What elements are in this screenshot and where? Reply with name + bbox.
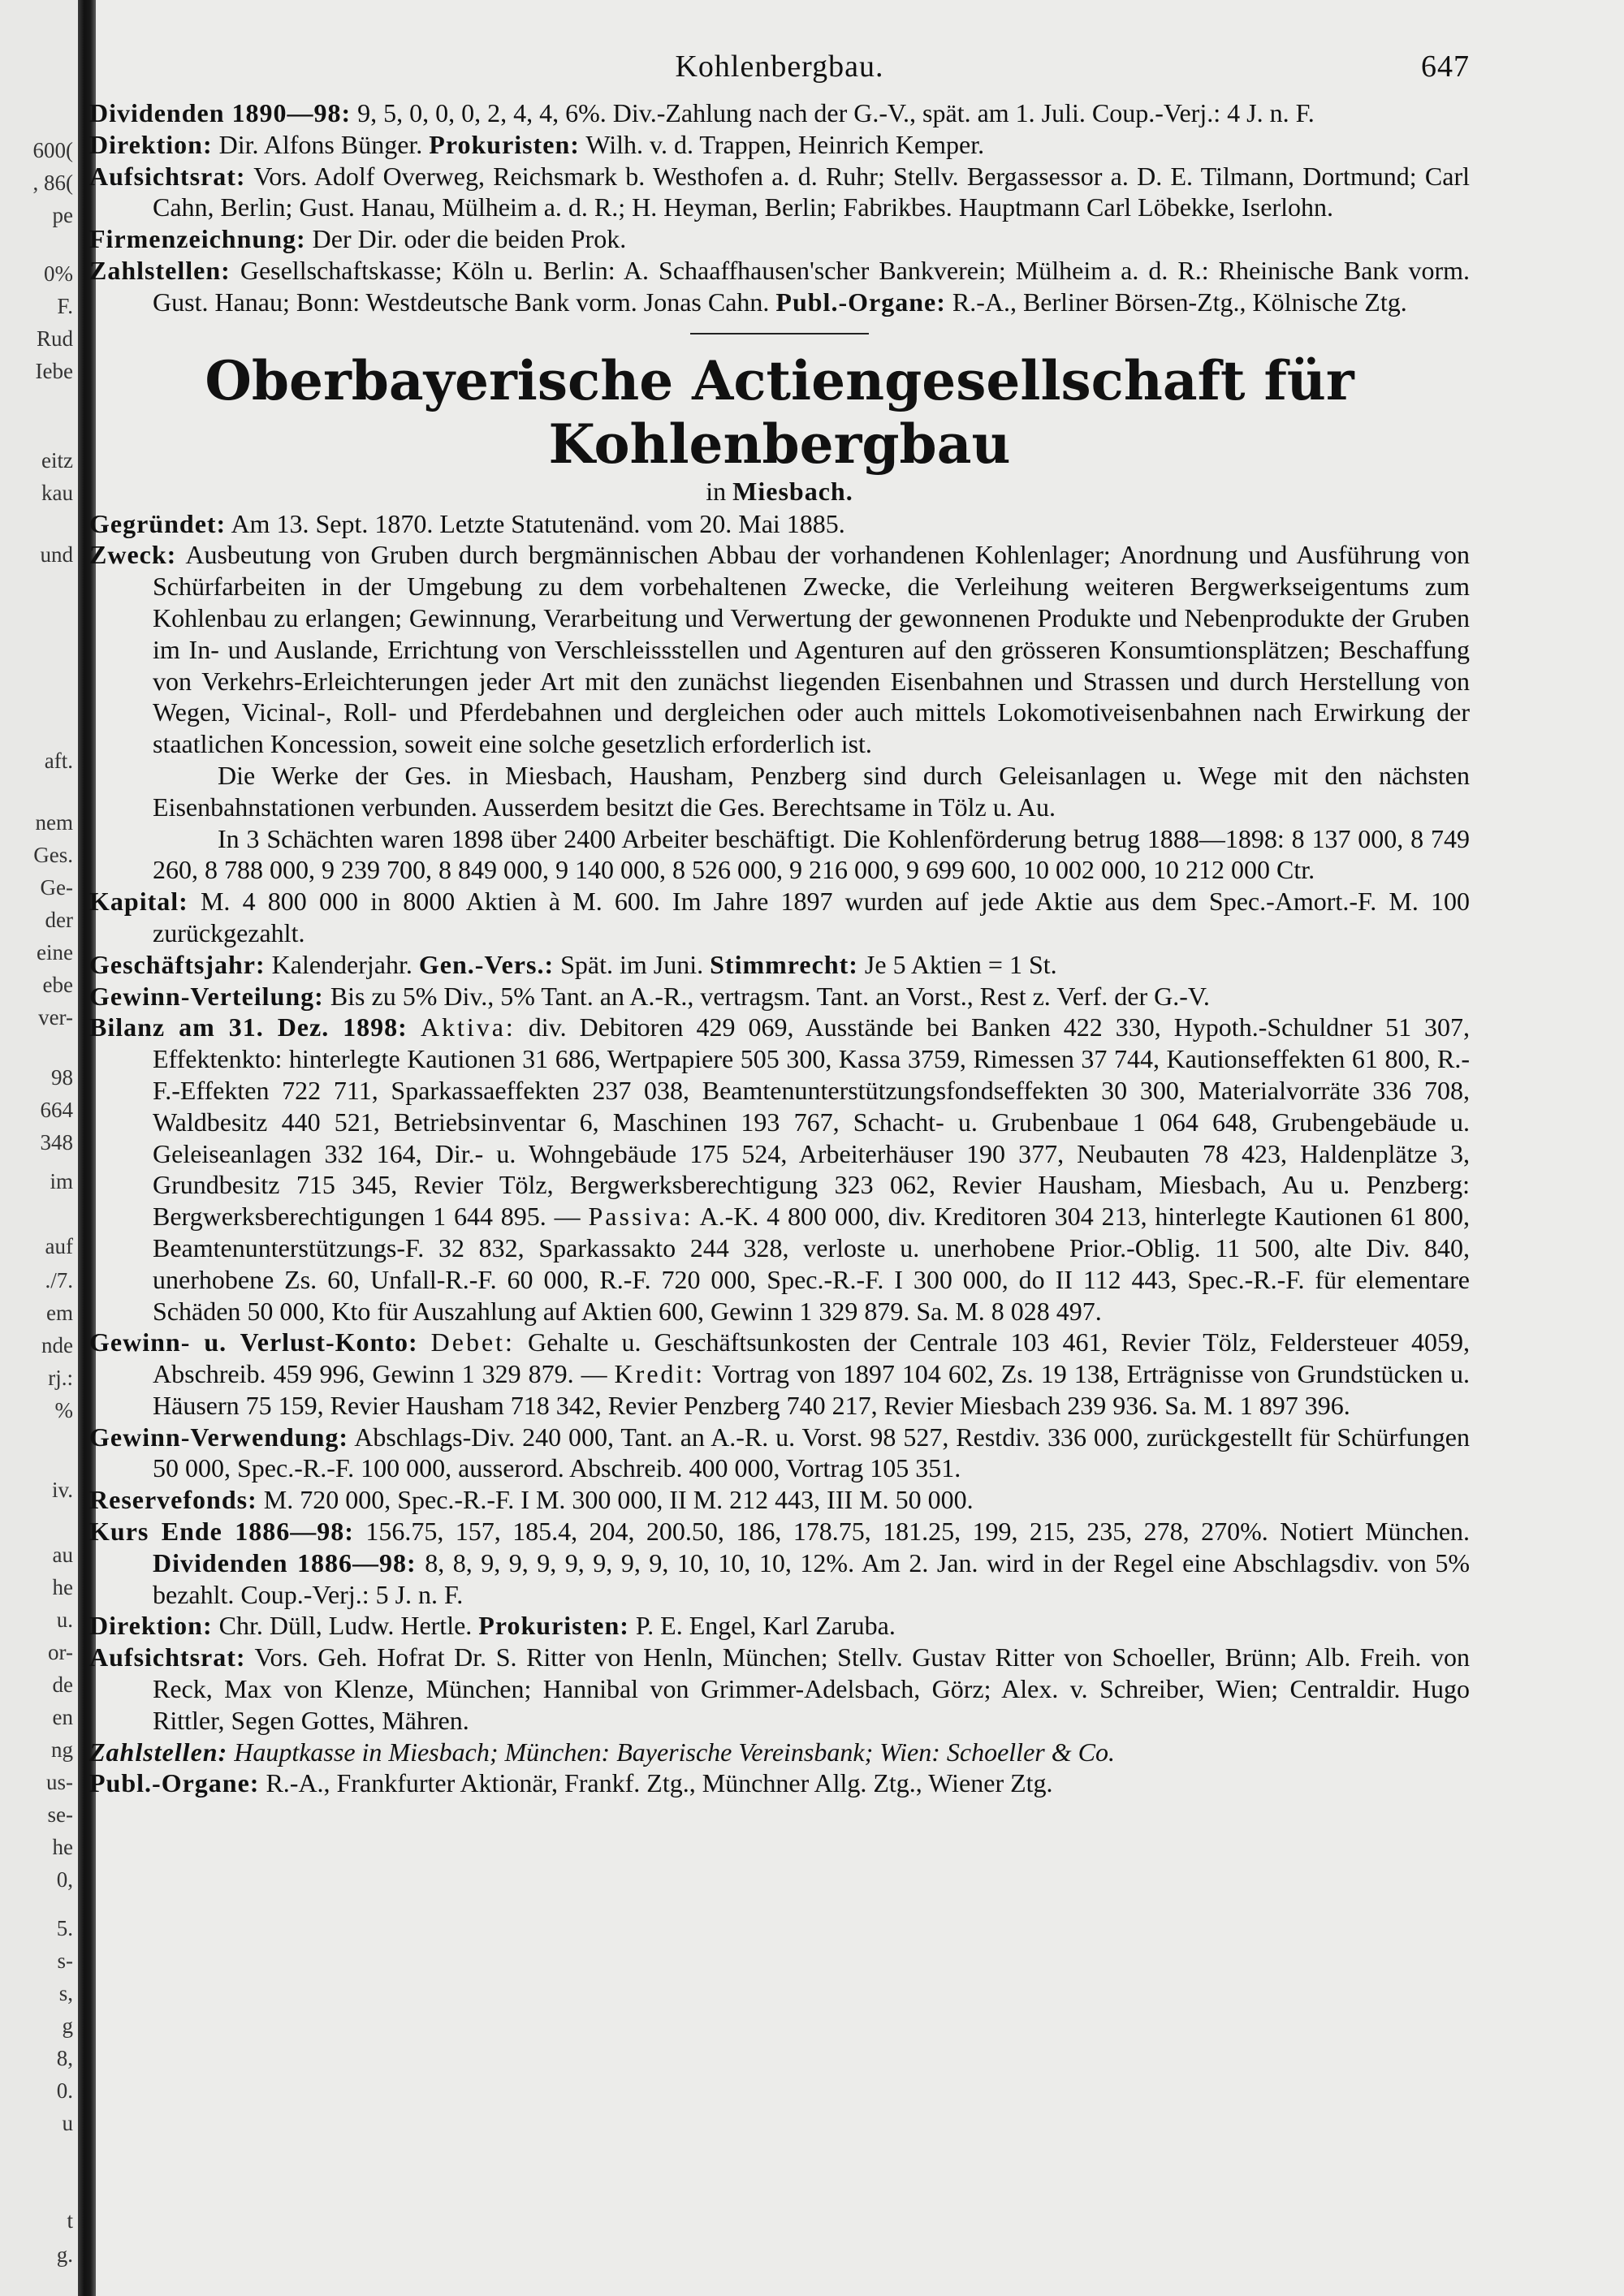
entry-key: Kapital: [89,887,188,917]
entry-aufsichtsrat [89,1642,1470,1736]
entry-text: Dir. Alfons Bünger. [218,129,423,159]
entry-text: In 3 Schächten waren 1898 über 2400 Arbeiter beschäftigt. Die Kohlenförderung betrug 1888—1898: 8 137 000, 8 749 260, 8 788 000, 9 239 700, 8 849 000, 9 140 000, 8 526 000, 9 216 000, 9 699 600, 10 002 000, 10 212 000 Ctr. [153,823,1470,885]
margin-fragment: Rud [36,326,73,351]
entry-text: R.-A., Berliner Börsen-Ztg., Kölnische Ztg. [952,287,1407,317]
entry-firmenzeichnung [89,223,1470,255]
margin-fragment: 8, [56,2046,73,2070]
entry-text: 8, 8, 9, 9, 9, 9, 9, 9, 9, 10, 10, 10, 12%. Am 2. Jan. wird in der Regel eine Abschlagsdiv. von 5% bezahlt. Coup.-Verj.: 5 J. n. F. [153,1547,1471,1609]
margin-fragment: au [52,1543,73,1567]
margin-fragment: F. [57,294,73,318]
passiva-label: Passiva: [588,1202,693,1232]
entry-key: Publ.-Organe: [775,287,946,317]
entry-key: Zahlstellen: [89,1737,228,1767]
margin-fragment: em [46,1301,73,1325]
margin-fragment: nem [35,810,73,835]
entry-key: Stimmrecht: [710,949,858,979]
entry-key: Publ.-Organe: [89,1768,260,1798]
entry-text: Vors. Geh. Hofrat Dr. S. Ritter von Henln, München; Stellv. Gustav Ritter von Schoeller, Brünn; Alb. Freih. von Reck, Max von Klenze, München; Hannibal von Grimmer-Adelsbach, Görz; Alex. v. Schreiber, Wien; Centraldir. Hugo Rittler, Segen Gottes, Mähren. [153,1642,1471,1735]
entry-text: Chr. Düll, Ludw. Hertle. [218,1611,473,1641]
entry-key: Dividenden 1890—98: [89,98,352,127]
entry-key: Zahlstellen: [89,255,231,285]
page-content [89,49,1470,1799]
entry-text: R.-A., Frankfurter Aktionär, Frankf. Ztg., Münchner Allg. Ztg., Wiener Ztg. [266,1768,1053,1798]
page-number: 647 [1421,50,1470,84]
entry-direktion [89,1610,1470,1642]
margin-fragment: ebe [42,973,73,997]
margin-fragment: Ge- [40,875,73,900]
entry-dividenden [89,97,1470,129]
location-name: Miesbach. [732,476,853,506]
margin-fragment: ./7. [45,1268,73,1293]
entry-gegruendet [89,508,1470,540]
entry-geschaeftsjahr [89,949,1470,981]
entry-schaechte [89,823,1470,887]
entry-zahlstellen [89,255,1470,318]
entry-text: Der Dir. oder die beiden Prok. [312,224,627,254]
margin-fragment: aft. [44,749,73,773]
entry-key: Gewinn-Verteilung: [89,981,324,1011]
entry-text: Vors. Adolf Overweg, Reichsmark b. Westhofen a. d. Ruhr; Stellv. Bergassessor a. D. E. Tilmann, Dortmund; Carl Cahn, Berlin; Gust. Hanau, Mülheim a. d. R.; H. Heyman, Berlin; Fabrikbes. Hauptmann Carl Löbekke, Iserlohn. [153,161,1471,222]
entry-text: Vortrag von 1897 104 602, Zs. 19 138, Erträgnisse von Grundstücken u. Häusern 75 159, Revier Hausham 718 342, Revier Penzberg 740 217, Revier Miesbach 239 936. Sa. M. 1 897 396. [153,1359,1471,1420]
margin-fragment: iv. [52,1478,73,1502]
entry-key: Gewinn- u. Verlust-Konto: [89,1327,418,1357]
entry-key: Aufsichtsrat: [89,161,246,191]
entry-key: Firmenzeichnung: [89,224,306,254]
entry-key: Bilanz am 31. Dez. 1898: [89,1012,408,1042]
entry-aufsichtsrat [89,161,1470,224]
margin-fragment: kau [41,481,73,505]
margin-fragment: eine [37,940,73,965]
entry-text: P. E. Engel, Karl Zaruba. [635,1611,896,1641]
entry-werke [89,760,1470,823]
entry-text: A.-K. 4 800 000, div. Kreditoren 304 213, hinterlegte Kautionen 61 800, Beamtenunterstützungs-F. 32 832, Sparkassakto 244 328, verloste u. unerhobene Prior.-Oblig. 11 500, alte Div. 840, unerhobene Zs. 60, Unfall-R.-F. 60 000, R.-F. 720 000, Spec.-R.-F. I 300 000, do II 112 443, Spec.-R.-F. für elementare Schäden 50 000, Kto für Auszahlung auf Aktien 600, Gewinn 1 329 879. Sa. M. 8 028 497. [153,1202,1471,1326]
entry-text: 156.75, 157, 185.4, 204, 200.50, 186, 178.75, 181.25, 199, 215, 235, 278, 270%. Notiert München. [365,1517,1471,1547]
entry-publ-organe [89,1767,1470,1799]
running-head-title: Kohlenbergbau. [675,50,884,84]
margin-fragment: us- [46,1770,73,1794]
margin-fragment: und [40,542,73,567]
margin-fragment: or- [48,1640,73,1664]
margin-fragment: 664 [40,1098,73,1122]
entry-text: Gehalte u. Geschäftsunkosten der Centrale 103 461, Revier Tölz, Feldersteuer 4059, Abschreib. 459 996, Gewinn 1 329 879. — [153,1327,1471,1389]
entry-key: Prokuristen: [429,129,580,159]
entry-kurs [89,1516,1470,1610]
entry-bilanz [89,1012,1470,1327]
margin-fragment: t [67,2208,73,2233]
margin-fragment: pe [52,203,73,227]
previous-entry [89,97,1470,318]
entry-text: Spät. im Juni. [560,949,704,979]
entry-gewinn-verteilung [89,981,1470,1012]
margin-fragment: ver- [38,1005,73,1029]
margin-fragment: nde [41,1333,73,1357]
margin-fragment: he [52,1835,73,1859]
entry-text: Am 13. Sept. 1870. Letzte Statutenänd. vom 20. Mai 1885. [231,508,845,538]
entry-key: Gen.-Vers.: [418,949,555,979]
margin-fragment: u [62,2111,73,2135]
margin-fragment: Ges. [33,843,73,867]
margin-fragment: der [45,908,73,932]
entry-text: div. Debitoren 429 069, Ausstände bei Banken 422 330, Hypoth.-Schuldner 51 307, Effektenkto: hinterlegte Kautionen 31 686, Wertpapiere 505 300, Kassa 3759, Rimessen 37 744, Kautionseffekten 61 800, R.-F.-Effekten 722 711, Sparkassaeffekten 237 038, Beamtenunterstützungsfondseffekten 30 300, Materialvorräte 336 708, Waldbesitz 440 521, Betriebsinventar 6, Maschinen 193 767, Schacht- u. Grubenbaue 1 064 648, Grubengebäude u. Geleiseanlagen 332 164, Dir.- u. Wohngebäude 175 524, Arbeiterhäuser 190 377, Neubauten 78 423, Haldenplätze 3, Grundbesitz 715 345, Revier Tölz, Bergwerksberechtigung 323 062, Revier Hausham, Miesbach, Au u. Penzberg: Bergwerksberechtigungen 1 644 895. — [153,1012,1471,1232]
aktiva-label: Aktiva: [420,1012,516,1042]
entry-gewinn-verlust [89,1327,1470,1421]
adjacent-page-margin [0,0,78,2296]
entry-text: Wilh. v. d. Trappen, Heinrich Kemper. [585,129,985,159]
margin-fragment: 0% [44,261,73,286]
company-location [89,476,1470,507]
entry-kapital [89,886,1470,949]
margin-fragment: u. [56,1608,73,1632]
entry-text: M. 4 800 000 in 8000 Aktien à M. 600. Im Jahre 1897 wurden auf jede Aktie aus dem Spec.-Amort.-F. M. 100 zurückgezahlt. [153,887,1471,947]
margin-fragment: Iebe [35,359,73,383]
section-divider [690,333,869,334]
margin-fragment: ng [51,1737,73,1762]
entry-text: Kalenderjahr. [271,949,412,979]
margin-fragment: % [54,1398,73,1422]
entry-text: Gesellschaftskasse; Köln u. Berlin: A. Schaaffhausen'scher Bankverein; Mülheim a. d. R.: Rheinische Bank vorm. Gust. Hanau; Bonn: Westdeutsche Bank vorm. Jonas Cahn. [153,255,1471,317]
margin-fragment: rj.: [48,1366,73,1390]
margin-fragment: en [52,1705,73,1729]
entry-text: Die Werke der Ges. in Miesbach, Hausham, Penzberg sind durch Geleisanlagen u. Wege mit den nächsten Eisenbahnstationen verbunden. Ausserdem besitzt die Ges. Berechtsame in Tölz u. Au. [153,760,1470,822]
company-entry [89,349,1470,1800]
entry-key: Kurs Ende 1886—98: [89,1517,354,1547]
entry-key: Reservefonds: [89,1485,257,1515]
margin-fragment: de [52,1672,73,1697]
margin-fragment: 600( [32,138,73,162]
margin-fragment: 5. [56,1916,73,1940]
entry-key: Gegründet: [89,508,227,538]
entry-text: 9, 5, 0, 0, 0, 2, 4, 4, 6%. Div.-Zahlung nach der G.-V., spät. am 1. Juli. Coup.-Verj.: 4 J. n. F. [357,98,1315,127]
entry-text: Je 5 Aktien = 1 St. [864,949,1057,979]
location-prefix: in [706,476,727,506]
entry-key: Prokuristen: [478,1611,629,1641]
entry-direktion [89,129,1470,161]
entry-text: Abschlags-Div. 240 000, Tant. an A.-R. u. Vorst. 98 527, Restdiv. 336 000, zurückgestellt für Schürfungen 50 000, Spec.-R.-F. 100 000, ausserord. Abschreib. 400 000, Vortrag 105 351. [153,1422,1470,1483]
margin-fragment: g. [56,2242,73,2267]
margin-fragment: he [52,1575,73,1599]
entry-key: Zweck: [89,540,177,570]
company-title: Oberbayerische Actiengesellschaft für Kohlenbergbau [205,348,1354,476]
kredit-label: Kredit: [614,1359,706,1389]
margin-fragment: 0. [56,2078,73,2103]
running-head [89,49,1470,97]
entry-text: M. 720 000, Spec.-R.-F. I M. 300 000, II M. 212 443, III M. 50 000. [263,1485,974,1515]
margin-fragment: s, [58,1981,73,2005]
margin-fragment: g [62,2013,73,2038]
entry-text: Bis zu 5% Div., 5% Tant. an A.-R., vertragsm. Tant. an Vorst., Rest z. Verf. der G.-V. [330,981,1210,1011]
entry-text: Hauptkasse in Miesbach; München: Bayerische Vereinsbank; Wien: Schoeller & Co. [234,1737,1115,1767]
margin-fragment: se- [47,1802,73,1827]
margin-fragment: 98 [51,1065,73,1090]
margin-fragment: , 86( [32,170,73,195]
entry-key: Direktion: [89,1611,213,1641]
entry-reservefonds [89,1484,1470,1516]
margin-fragment: 348 [40,1130,73,1154]
margin-fragment: im [50,1169,73,1193]
margin-fragment: auf [45,1234,73,1258]
entry-key: Direktion: [89,129,213,159]
debet-label: Debet: [430,1327,515,1357]
margin-fragment: s- [57,1949,73,1973]
entry-zweck [89,539,1470,760]
entry-text: Ausbeutung von Gruben durch bergmännischen Abbau der vorhandenen Kohlenlager; Anordnung und Ausführung von Schürfarbeiten in der Umgebung zu dem vorbehaltenen Zwecke, die Verleihung weiteren Bergwerkseigentums zum Kohlenbau zu erlangen; Gewinnung, Verarbeitung und Verwertung der gewonnenen Produkte und Nebenprodukte der Gruben im In- und Auslande, Errichtung von Verschleissstellen und Agenturen auf den grösseren Konsumtionsplätzen; Beschaffung von Verkehrs-Erleichterungen jeder Art mit den zunächst liegenden Eisenbahnen und Strassen und durch Herstellung von Wegen, Vicinal-, Roll- und Pferdebahnen und dergleichen oder auch mittels Lokomotiveisenbahnen nach Erwirkung der staatlichen Koncession, soweit eine solche gesetzlich erforderlich ist. [153,540,1471,759]
entry-key: Aufsichtsrat: [89,1642,246,1672]
entry-key: Gewinn-Verwendung: [89,1422,349,1452]
entry-gewinn-verwendung [89,1422,1470,1485]
entry-zahlstellen [89,1737,1470,1768]
margin-fragment: eitz [41,448,73,473]
entry-key: Dividenden 1886—98: [153,1547,417,1577]
entry-key: Geschäftsjahr: [89,949,266,979]
margin-fragment: 0, [56,1867,73,1892]
